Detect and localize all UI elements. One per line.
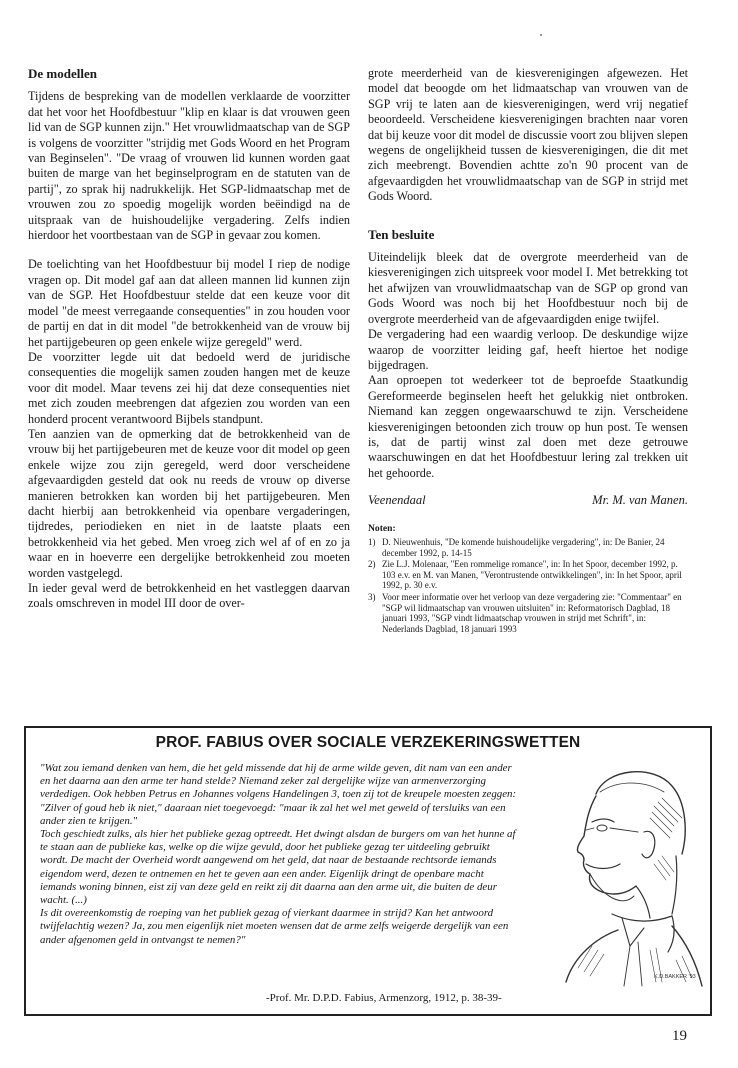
quote-paragraph: Toch geschiedt zulks, als hier het publieke gezag optreedt. Het dwingt alsdan de burgers om van het hunne af te staan aan de publieke kas, welke op die wijze gevuld, door het publieke gezag ter uitdeeling gebruikt wordt. De macht der Overheid wordt aangewend om het geld, dat naar de bestaande rechtsorde iemands eigendom werd, dezen te ontnemen en het te geven aan een ander. Eigenlijk dringt de openbare macht iemands woning binnen, eist zij van deze geld en reikt zij dit daarna aan den arme uit, die buiten de deur wacht. (...) [40,828,516,907]
quote-paragraph: "Wat zou iemand denken van hem, die het geld missende dat hij de arme wilde geven, dit nam van een ander en het daarna aan den arme ter hand stelde? Niemand zeker zal dergelijke wijze van armenverzorging verdedigen. Ook hebben Petrus en Johannes volgens Handelingen 3, toen zij tot de kreupele moesten zeggen: "Zilver of goud heb ik niet," daaraan niet toegevoegd: "maar ik zal het wel met geweld of tersluiks van een ander zien te krijgen." [40,762,517,827]
footnote-number: 1) [368,536,376,547]
footnote-text: Zie L.J. Molenaar, "Een rommelige romance", in: In het Spoor, december 1992, p. 103 e.v. en M. van Manen, "Verontrustende ontwikkelingen", in: In het Spoor, april 1992, p. 30 e.v. [382,559,682,591]
right-column [368,66,688,634]
footnote [368,592,688,634]
quote-attribution: -Prof. Mr. D.P.D. Fabius, Armenzorg, 1912, p. 38-39- [266,992,502,1004]
paragraph: Uiteindelijk bleek dat de overgrote meerderheid van de kiesverenigingen zich uitspreek voor model I. Met betrekking tot het afwijzen van vrouwlidmaatschap van de SGP op grond van Gods Woord was noch bij het Hoofdbestuur noch bij de overgrote meerderheid van de afgevaardigden enige twijfel. [368,250,688,326]
footnote-number: 2) [368,559,376,570]
quote-text [40,762,518,947]
paragraph: Tijdens de bespreking van de modellen verklaarde de voorzitter dat het voor het Hoofdbestuur "klip en klaar is dat vrouwen geen lid van de SGP kunnen zijn." Het vrouwlidmaatschap van de SGP is volgens de voorzitter "strijdig met Gods Woord en het Program van Beginselen". "De vraag of vrouwen lid kunnen worden gaat buiten de marge van het beginselprogram en de statuten van de partij", zo sprak hij nadrukkelijk. Het SGP-lidmaatschap met de vrouwen zou zo spoedig mogelijk worden beëindigd na de uitspraak van de huishoudelijke vergadering. Zelfs indien hierdoor het voortbestaan van de SGP in gevaar zou komen. [28,89,350,243]
section-heading-modellen: De modellen [28,66,97,81]
page-number: 19 [672,1028,687,1044]
quote-box [24,726,712,1016]
place: Veenendaal [368,493,426,508]
speck [540,34,542,36]
portrait-signature: K.D.BAKKER '93 [654,974,696,980]
paragraph: De voorzitter legde uit dat bedoeld werd de juridische consequenties die mogelijk samen zouden hangen met de keuze voor dit model. Maar tevens zei hij dat deze consequenties niet met zich zouden meebrengen dat afgezien zou worden van een honderd procent verantwoord Bijbels standpunt. [28,349,350,426]
footnote-number: 3) [368,591,376,602]
paragraph: Aan oproepen tot wederkeer tot de beproefde Staatkundig Gereformeerde beginselen heeft het gelukkig niet ontbroken. Niemand kan zeggen ongewaarschuwd te zijn. Verscheidene kiesverenigingen betoonden zich trouw op hun post. Te wensen is, dat de partij winst zal doen met deze getrouwe waarschuwingen en dat het Hoofdbestuur lering zal trekken uit het gehoorde. [368,373,688,480]
paragraph: De toelichting van het Hoofdbestuur bij model I riep de nodige vragen op. Dit model gaf aan dat alleen mannen lid kunnen zijn van de SGP. Het Hoofdbestuur stelde dat een keuze voor dit model "de meest verregaande consequenties" in zou houden voor de partij en dat in dit model "de betrokkenheid van de vrouw bij het partijgebeuren op geen enkele wijze geregeld" werd. [28,257,350,349]
footnote [368,559,688,591]
footnote [368,537,688,558]
author: Mr. M. van Manen. [592,493,688,508]
portrait-sketch [526,746,706,996]
section-heading-besluite: Ten besluite [368,226,435,242]
footnote-text: Voor meer informatie over het verloop van deze vergadering zie: "Commentaar" en "SGP wil lidmaatschap van vrouwen uitsluiten" in: Reformatorisch Dagblad, 18 januari 1993, "SGP vindt lidmaatschap vrouwen in strijd met Schrift", in: Nederlands Dagblad, 18 januari 1993 [382,591,682,634]
signature-line [368,493,688,508]
footnote-text: D. Nieuwenhuis, "De komende huishoudelijke vergadering", in: De Banier, 24 december 1992, p. 14-15 [382,536,665,558]
paragraph: Ten aanzien van de opmerking dat de betrokkenheid van de vrouw bij het partijgebeuren met de keuze voor dit model op geen enkele wijze zou zijn geregeld, werd door verscheidene afgevaardigden gesteld dat ook nu reeds de vrouw op diverse manieren betrokken kan worden bij het partijgebeuren. Men dacht hierbij aan betrokkenheid via openbare vergaderingen, tijdredes, periodieken en niet in de laatste plaats een betrokkenheid via het gebed. Men vroeg zich wel af of en zo ja waar en in hoeverre een dergelijke betrokkenheid zou moeten worden vastgelegd. [28,426,350,580]
paragraph: In ieder geval werd de betrokkenheid en het vastleggen daarvan zoals omschreven in model III door de over- [28,581,350,611]
notes-title: Noten: [368,522,396,534]
paragraph: De vergadering had een waardig verloop. De deskundige wijze waarop de voorzitter leiding gaf, heeft hiertoe het nodige bijgedragen. [368,327,688,372]
paragraph: grote meerderheid van de kiesverenigingen afgewezen. Het model dat beoogde om het lidmaatschap van vrouwen van de SGP vrij te laten aan de kiesverenigingen, werd vrij negatief beoordeeld. Verscheidene kiesverenigingen brachten naar voren dat bij keuze voor dit model de discussie voort zou blijven slepen wegens de ongelijkheid tussen de kiesverenigingen, die dit met zich meebrengt. Bovendien achtte zo'n 90 procent van de afgevaardigden het vrouwlidmaatschap van de SGP in strijd met Gods Woord. [368,66,688,204]
quote-paragraph: Is dit overeenkomstig de roeping van het publiek gezag of vierkant daarmee in strijd? Kan het antwoord twijfelachtig wezen? Ja, zou men eigenlijk niet moeten wensen dat de arme zelfs weigerde dergelijk van een ander afgenomen geld in ontvangst te nemen?" [40,907,509,946]
left-column [28,66,350,612]
box-title: PROF. FABIUS OVER SOCIALE VERZEKERINGSWETTEN [155,734,581,751]
